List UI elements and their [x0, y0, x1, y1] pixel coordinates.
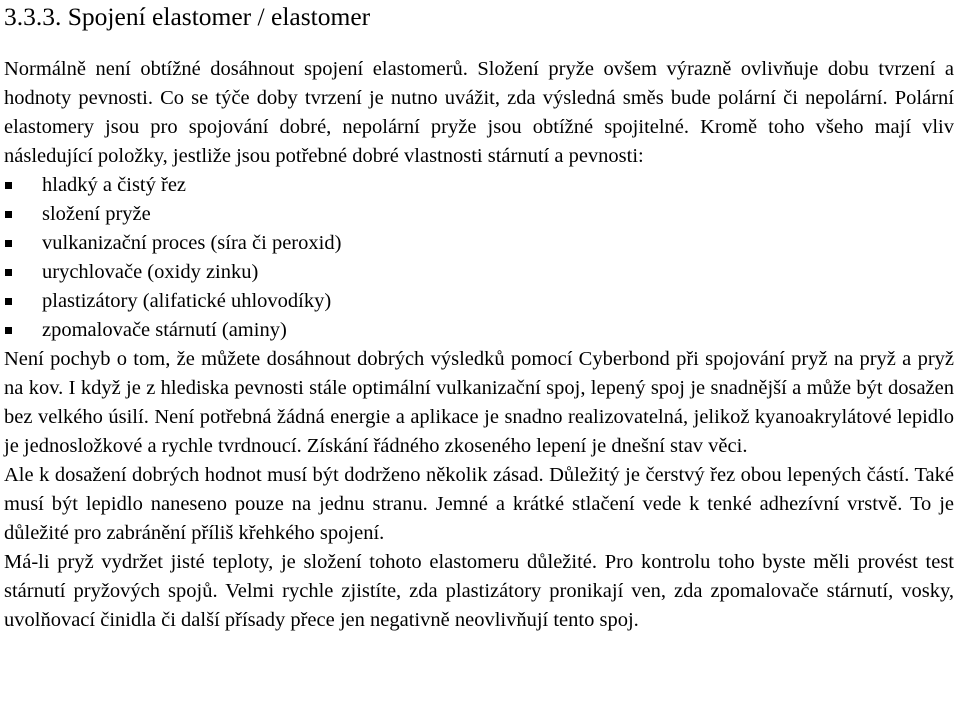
section-heading: 3.3.3. Spojení elastomer / elastomer [4, 2, 371, 31]
list-item [4, 171, 954, 200]
list-item-text: zpomalovače stárnutí (aminy) [42, 319, 287, 341]
list-item-text: plastizátory (alifatické uhlovodíky) [42, 290, 332, 312]
list-item-text: hladký a čistý řez [42, 174, 187, 196]
list-item [4, 287, 954, 316]
list-item-text: urychlovače (oxidy zinku) [42, 261, 259, 283]
body-paragraph-3: Má-li pryž vydržet jisté teploty, je složení tohoto elastomeru důležité. Pro kontrolu toho byste měli provést test stárnutí pryžových spojů. Velmi rychle zjistíte, zda plastizátory pronikají ven, zda zpomalovače stárnutí, vosky, uvolňovací činidla či další přísady přece jen negativně neovlivňují tento spoj. [4, 551, 954, 631]
body-paragraph-1: Není pochyb o tom, že můžete dosáhnout dobrých výsledků pomocí Cyberbond při spojování pryž na pryž a pryž na kov. I když je z hlediska pevnosti stále optimální vulkanizační spoj, lepený spoj je snadnější a může být dosažen bez velkého úsilí. Není potřebná žádná energie a aplikace je snadno realizovatelná, jelikož kyanoakrylátové lepidlo je jednosložkové a rychle tvrdnoucí. Získání řádného zkoseného lepení je dnešní stav věci. [4, 348, 954, 457]
list-item-text: složení pryže [42, 203, 151, 225]
list-item [4, 258, 954, 287]
square-bullet-icon [5, 327, 12, 334]
list-item [4, 200, 954, 229]
body-paragraph-2: Ale k dosažení dobrých hodnot musí být dodrženo několik zásad. Důležitý je čerstvý řez obou lepených částí. Také musí být lepidlo naneseno pouze na jednu stranu. Jemné a krátké stlačení vede k tenké adhezívní vrstvě. To je důležité pro zabránění příliš křehkého spojení. [4, 464, 954, 544]
square-bullet-icon [5, 240, 12, 247]
square-bullet-icon [5, 298, 12, 305]
square-bullet-icon [5, 182, 12, 189]
square-bullet-icon [5, 269, 12, 276]
list-item [4, 316, 954, 345]
intro-paragraph: Normálně není obtížné dosáhnout spojení elastomerů. Složení pryže ovšem výrazně ovlivňuje dobu tvrzení a hodnoty pevnosti. Co se týče doby tvrzení je nutno uvážit, zda výsledná směs bude polární či nepolární. Polární elastomery jsou pro spojování dobré, nepolární pryže jsou obtížné spojitelné. Kromě toho všeho mají vliv následující položky, jestliže jsou potřebné dobré vlastnosti stárnutí a pevnosti: [4, 58, 954, 167]
bullet-list [4, 171, 954, 345]
list-item-text: vulkanizační proces (síra či peroxid) [42, 232, 342, 254]
square-bullet-icon [5, 211, 12, 218]
list-item [4, 229, 954, 258]
